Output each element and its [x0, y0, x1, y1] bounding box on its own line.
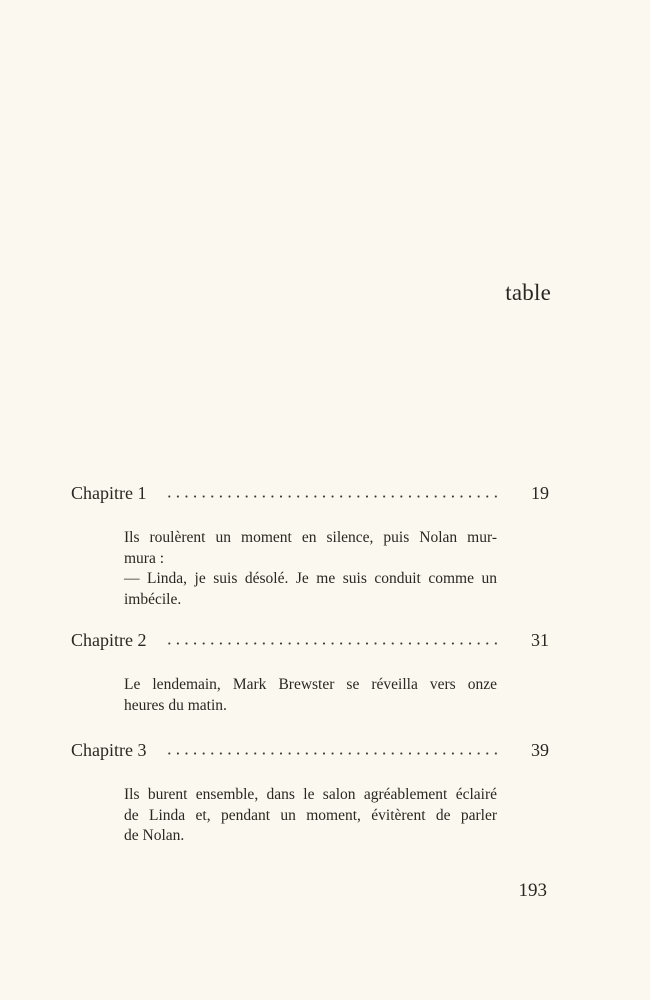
page-number: 193 [518, 880, 547, 901]
dot-leader [165, 495, 501, 498]
chapter-excerpt-3 [124, 785, 497, 847]
chapter-page-number: 39 [531, 740, 549, 760]
chapter-label: Chapitre 3 [71, 740, 147, 760]
excerpt-line: heures du matin. [124, 696, 227, 714]
excerpt-line: — Linda, je suis désolé. Je me suis conduit comme un [124, 570, 497, 587]
excerpt-line: de Linda et, pendant un moment, évitèrent de parler [124, 806, 497, 824]
excerpt-line: mura : [124, 549, 165, 567]
excerpt-line: Ils roulèrent un moment en silence, puis Nolan mur- [124, 529, 497, 546]
chapter-excerpt-2 [124, 675, 497, 716]
chapter-label: Chapitre 1 [71, 483, 147, 503]
chapter-entry-2 [71, 630, 549, 656]
excerpt-line: de Nolan. [124, 827, 185, 844]
chapter-entry-1 [71, 483, 549, 509]
dot-leader [165, 752, 501, 755]
chapter-entry-3 [71, 740, 549, 766]
page-title: table [505, 280, 551, 305]
chapter-page-number: 31 [531, 630, 549, 650]
excerpt-line: Le lendemain, Mark Brewster se réveilla vers onze [124, 676, 497, 693]
dot-leader [165, 642, 501, 645]
chapter-page-number: 19 [531, 483, 549, 503]
excerpt-line: imbécile. [124, 590, 182, 608]
chapter-label: Chapitre 2 [71, 630, 147, 650]
excerpt-line: Ils burent ensemble, dans le salon agréablement éclairé [124, 786, 497, 803]
chapter-excerpt-1 [124, 528, 497, 610]
